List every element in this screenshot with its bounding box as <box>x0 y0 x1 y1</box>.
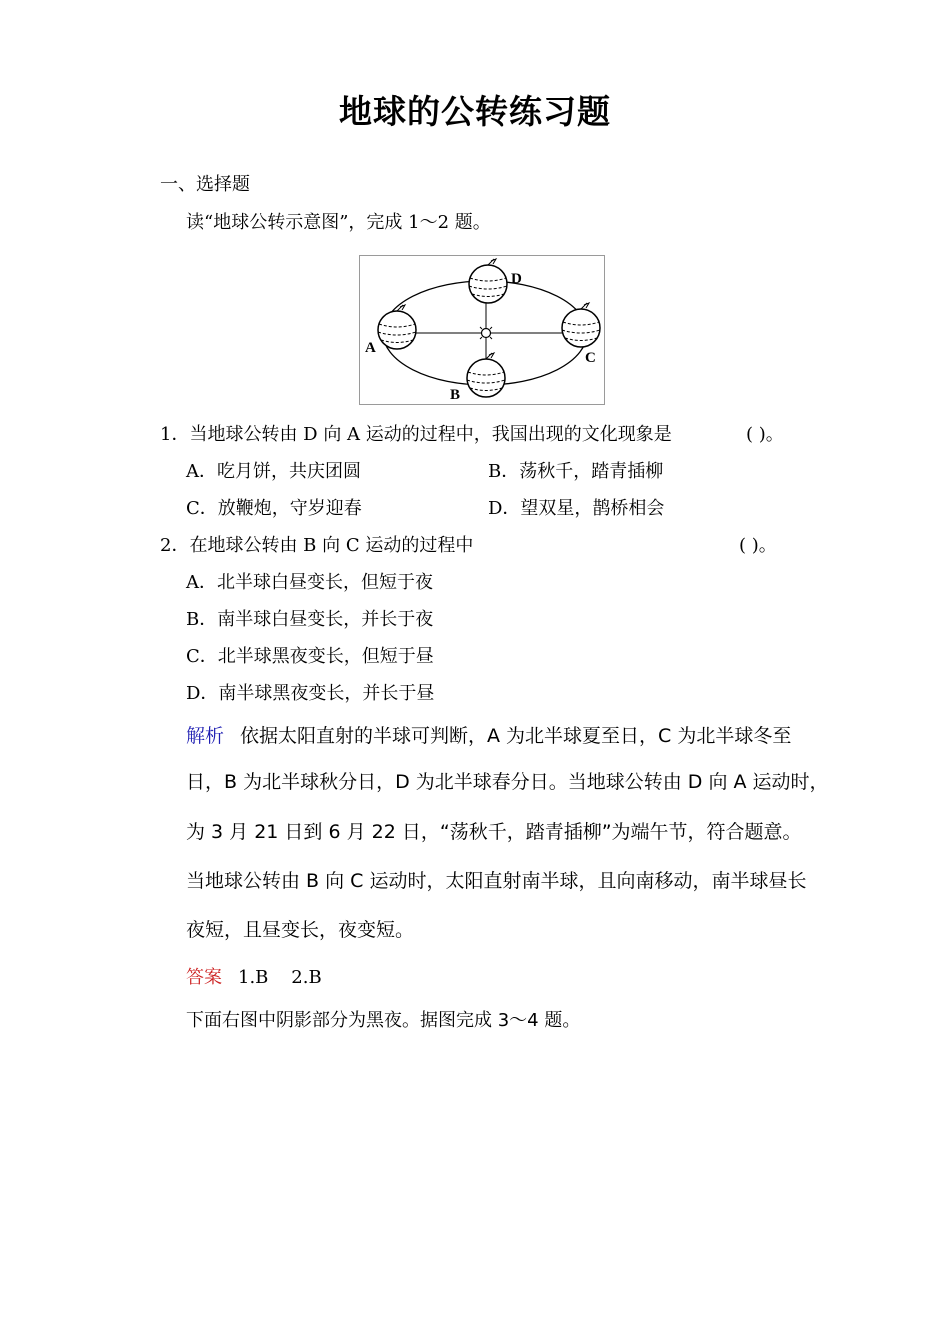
question-1-option-b: B．荡秋千，踏青插柳 <box>488 461 664 482</box>
next-section-intro: 下面右图中阴影部分为黑夜。据图完成 3～4 题。 <box>186 1010 581 1031</box>
analysis-line-4: 当地球公转由 B 向 C 运动时，太阳直射南半球，且向南移动，南半球昼长 <box>186 870 807 892</box>
question-1-option-a: A．吃月饼，共庆团圆 <box>186 461 361 482</box>
section-heading: 一、选择题 <box>160 174 250 195</box>
label-b: B <box>450 387 461 403</box>
earth-position-b <box>467 353 505 397</box>
earth-position-c <box>562 303 600 347</box>
question-2-option-d: D．南半球黑夜变长，并长于昼 <box>186 683 435 704</box>
question-1-answer-blank: ( )。 <box>746 424 784 445</box>
question-2-answer-blank: ( )。 <box>739 535 777 556</box>
analysis-line-1 <box>186 721 826 748</box>
analysis-line-2: 日，B 为北半球秋分日，D 为北半球春分日。当地球公转由 D 向 A 运动时， <box>186 771 829 793</box>
question-2-option-b: B．南半球白昼变长，并长于夜 <box>186 609 434 630</box>
answer-line <box>186 963 826 989</box>
label-d: D <box>511 271 522 287</box>
answer-text: 1.B 2.B <box>238 967 322 988</box>
earth-position-a <box>378 305 416 349</box>
analysis-line-5: 夜短，且昼变长，夜变短。 <box>186 919 415 941</box>
analysis-line-3: 为 3 月 21 日到 6 月 22 日，“荡秋千，踏青插柳”为端午节，符合题意。 <box>186 821 802 843</box>
question-1-stem: 1．当地球公转由 D 向 A 运动的过程中，我国出现的文化现象是 <box>160 424 672 445</box>
question-1-option-d: D．望双星，鹊桥相会 <box>488 498 665 519</box>
question-2-option-a: A．北半球白昼变长，但短于夜 <box>186 572 433 593</box>
question-2-stem: 2．在地球公转由 B 向 C 运动的过程中 <box>160 535 474 556</box>
label-c: C <box>585 350 596 366</box>
intro-text: 读“地球公转示意图”，完成 1～2 题。 <box>186 212 491 233</box>
earth-position-d <box>469 259 507 303</box>
question-2-option-c: C．北半球黑夜变长，但短于昼 <box>186 646 434 667</box>
earth-orbit-diagram <box>359 255 605 405</box>
sun-icon <box>477 324 495 342</box>
question-1-option-c: C．放鞭炮，守岁迎春 <box>186 498 362 519</box>
answer-label: 答案 <box>186 967 222 988</box>
page-title: 地球的公转练习题 <box>339 92 611 131</box>
orbit-svg <box>360 256 604 404</box>
analysis-text-1: 依据太阳直射的半球可判断，A 为北半球夏至日，C 为北半球冬至 <box>240 725 792 747</box>
analysis-label: 解析 <box>186 725 225 747</box>
label-a: A <box>365 340 376 356</box>
